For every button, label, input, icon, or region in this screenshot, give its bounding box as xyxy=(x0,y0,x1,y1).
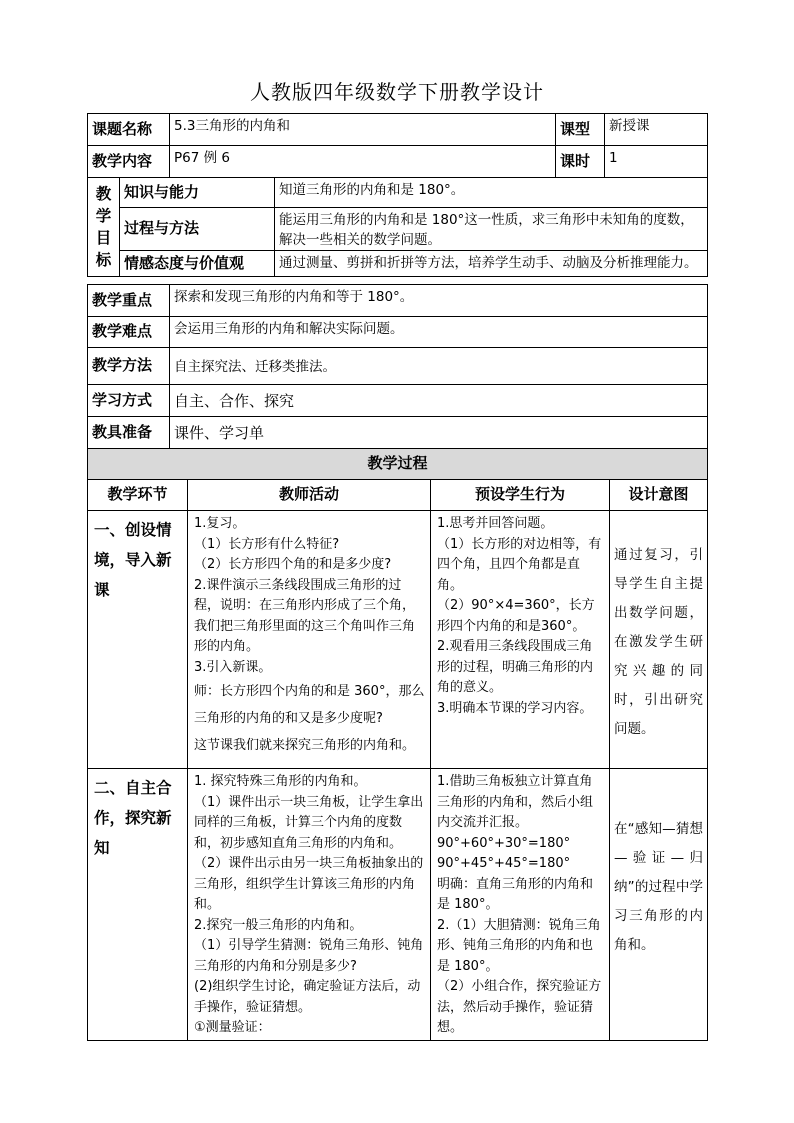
list-item: 2.（1）大胆猜测：锐角三角形、钝角三角形的内角和也是 180°。 xyxy=(437,917,601,974)
teacher-activity xyxy=(188,769,431,1041)
process-table xyxy=(87,479,708,1041)
column-header: 预设学生行为 xyxy=(431,480,610,511)
row-text: 自主探究法、迁移类推法。 xyxy=(170,348,708,385)
row-label: 教具准备 xyxy=(88,417,170,449)
topic-value: 5.3三角形的内角和 xyxy=(170,114,556,146)
list-item: 3.引入新课。 xyxy=(194,659,272,675)
objectives-table xyxy=(87,177,708,277)
list-item: 90°+45°+45°=180° xyxy=(437,856,571,871)
stage-name: 二、自主合作，探究新知 xyxy=(88,769,188,1041)
list-item: （1）引导学生猜测：锐角三角形、钝角三角形的内角和分别是多少? xyxy=(194,938,424,974)
type-value: 新授课 xyxy=(605,114,708,146)
list-item: 1.思考并回答问题。 xyxy=(437,516,554,531)
list-item: （2）90°×4=360°，长方形四个内角的和是360°。 xyxy=(437,598,595,634)
objective-text: 知道三角形的内角和是 180°。 xyxy=(275,178,708,208)
list-item: 90°+60°+30°=180° xyxy=(437,835,571,851)
list-item: （2）小组合作，探究验证方法，然后动手操作，验证猜想。 xyxy=(437,979,602,1035)
objective-text: 通过测量、剪拼和折拼等方法，培养学生动手、动脑及分析推理能力。 xyxy=(275,251,708,277)
list-item: 师：长方形四个内角的和是 360°，那么三角形的内角的和又是多少度呢? xyxy=(194,684,425,726)
column-header: 教师活动 xyxy=(188,480,431,511)
list-item: (2)组织学生讨论，确定验证方法后，动手操作，验证猜想。 xyxy=(194,979,421,1015)
objective-label: 情感态度与价值观 xyxy=(120,251,275,277)
list-item: （2）课件出示由另一块三角板抽象出的三角形，组织学生计算该三角形的内角和。 xyxy=(194,856,424,912)
type-label: 课型 xyxy=(556,114,605,146)
list-item: 明确：直角三角形的内角和是 180°。 xyxy=(437,876,594,912)
content-value: P67 例 6 xyxy=(170,146,556,178)
list-item: 2.探究一般三角形的内角和。 xyxy=(194,917,363,933)
list-item: （1）长方形的对边相等，有四个角，且四个角都是直角。 xyxy=(437,536,602,593)
info-table xyxy=(87,113,708,178)
list-item: 1.复习。 xyxy=(194,516,246,531)
design-intent: 在“感知—猜想—验证—归纳”的过程中学习三角形的内角和。 xyxy=(610,769,708,1041)
summary-table xyxy=(87,284,708,480)
hours-value: 1 xyxy=(605,146,708,178)
student-behavior xyxy=(431,511,610,769)
process-title: 教学过程 xyxy=(88,449,708,480)
row-label: 教学重点 xyxy=(88,285,170,317)
row-label: 学习方式 xyxy=(88,385,170,417)
column-header: 教学环节 xyxy=(88,480,188,511)
objectives-label: 教 学 目 标 xyxy=(88,178,120,277)
student-behavior xyxy=(431,769,610,1041)
list-item: （2）长方形四个角的和是多少度? xyxy=(194,557,392,572)
list-item: 1. 探究特殊三角形的内角和。 xyxy=(194,774,367,789)
topic-label: 课题名称 xyxy=(88,114,170,146)
list-item: ①测量验证： xyxy=(194,1020,271,1035)
table-row xyxy=(88,511,708,769)
row-label: 教学方法 xyxy=(88,348,170,385)
objective-label: 过程与方法 xyxy=(120,208,275,251)
content-label: 教学内容 xyxy=(88,146,170,178)
objective-text: 能运用三角形的内角和是 180°这一性质，求三角形中未知角的度数，解决一些相关的数学问题。 xyxy=(275,208,708,251)
list-item: 这节课我们就来探究三角形的内角和。 xyxy=(194,738,416,753)
design-intent: 通过复习，引导学生自主提出数学问题，在激发学生研究兴趣的同时，引出研究问题。 xyxy=(610,511,708,769)
teacher-activity xyxy=(188,511,431,769)
row-text: 课件、学习单 xyxy=(170,417,708,449)
list-item: 1.借助三角板独立计算直角三角形的内角和，然后小组内交流并汇报。 xyxy=(437,774,594,830)
list-item: 2.课件演示三条线段围成三角形的过程，说明：在三角形内形成了三个角，我们把三角形里面的这三个角叫作三角形的内角。 xyxy=(194,577,416,654)
list-item: 2.观看用三条线段围成三角形的过程，明确三角形的内角的意义。 xyxy=(437,639,594,695)
hours-label: 课时 xyxy=(556,146,605,178)
stage-name: 一、创设情境，导入新课 xyxy=(88,511,188,769)
row-label: 教学难点 xyxy=(88,317,170,348)
row-text: 探索和发现三角形的内角和等于 180°。 xyxy=(170,285,708,317)
list-item: 3.明确本节课的学习内容。 xyxy=(437,700,593,716)
row-text: 会运用三角形的内角和解决实际问题。 xyxy=(170,317,708,348)
list-item: （1）课件出示一块三角板，让学生拿出同样的三角板，计算三个内角的度数和，初步感知直角三角形的内角和。 xyxy=(194,794,424,851)
row-text: 自主、合作、探究 xyxy=(170,385,708,417)
column-header: 设计意图 xyxy=(610,480,708,511)
page-title: 人教版四年级数学下册教学设计 xyxy=(250,80,544,104)
objective-label: 知识与能力 xyxy=(120,178,275,208)
list-item: （1）长方形有什么特征? xyxy=(194,536,340,552)
table-row xyxy=(88,769,708,1041)
